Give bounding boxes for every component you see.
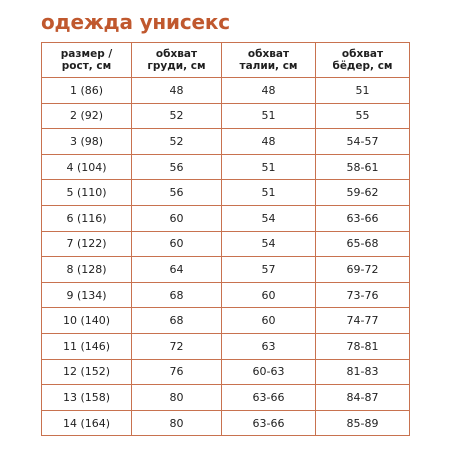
cell-hips: 63-66 (316, 205, 410, 231)
cell-waist: 63 (222, 333, 316, 359)
cell-waist: 51 (222, 154, 316, 180)
cell-chest: 48 (132, 78, 222, 104)
table-body (42, 78, 410, 436)
cell-chest: 60 (132, 205, 222, 231)
cell-chest: 80 (132, 410, 222, 436)
cell-hips: 54-57 (316, 129, 410, 155)
cell-chest: 60 (132, 231, 222, 257)
header-line: рост, см (61, 60, 112, 72)
cell-chest: 56 (132, 154, 222, 180)
cell-size: 14 (164) (42, 410, 132, 436)
cell-size: 1 (86) (42, 78, 132, 104)
header-line: обхват (247, 48, 290, 60)
cell-size: 9 (134) (42, 282, 132, 308)
cell-waist: 60 (222, 308, 316, 334)
cell-chest: 52 (132, 103, 222, 129)
header-chest (132, 43, 222, 78)
cell-waist: 60-63 (222, 359, 316, 385)
header-waist (222, 43, 316, 78)
header-line: бёдер, см (332, 60, 393, 72)
cell-waist: 54 (222, 205, 316, 231)
cell-chest: 68 (132, 308, 222, 334)
cell-waist: 60 (222, 282, 316, 308)
cell-waist: 63-66 (222, 385, 316, 411)
cell-waist: 63-66 (222, 410, 316, 436)
cell-size: 12 (152) (42, 359, 132, 385)
table-row (42, 205, 410, 231)
cell-waist: 54 (222, 231, 316, 257)
table-row (42, 333, 410, 359)
header-line: талии, см (239, 60, 298, 72)
table-row (42, 154, 410, 180)
cell-size: 5 (110) (42, 180, 132, 206)
cell-hips: 78-81 (316, 333, 410, 359)
cell-hips: 81-83 (316, 359, 410, 385)
header-line: размер / (60, 48, 113, 60)
cell-chest: 72 (132, 333, 222, 359)
cell-hips: 84-87 (316, 385, 410, 411)
cell-size: 8 (128) (42, 257, 132, 283)
cell-chest: 68 (132, 282, 222, 308)
header-line: обхват (341, 48, 384, 60)
cell-hips: 74-77 (316, 308, 410, 334)
header-hips (316, 43, 410, 78)
table-row (42, 129, 410, 155)
cell-waist: 51 (222, 180, 316, 206)
table-row (42, 359, 410, 385)
cell-chest: 56 (132, 180, 222, 206)
header-size-height (42, 43, 132, 78)
table-row (42, 282, 410, 308)
table-row (42, 180, 410, 206)
table-row (42, 308, 410, 334)
cell-hips: 55 (316, 103, 410, 129)
cell-hips: 58-61 (316, 154, 410, 180)
cell-size: 7 (122) (42, 231, 132, 257)
table-row (42, 231, 410, 257)
table-row (42, 257, 410, 283)
cell-size: 4 (104) (42, 154, 132, 180)
cell-chest: 80 (132, 385, 222, 411)
header-line: обхват (155, 48, 198, 60)
cell-size: 10 (140) (42, 308, 132, 334)
cell-size: 13 (158) (42, 385, 132, 411)
cell-hips: 65-68 (316, 231, 410, 257)
cell-size: 2 (92) (42, 103, 132, 129)
cell-waist: 51 (222, 103, 316, 129)
cell-size: 6 (116) (42, 205, 132, 231)
cell-waist: 48 (222, 78, 316, 104)
size-chart-table (41, 42, 410, 436)
cell-size: 3 (98) (42, 129, 132, 155)
cell-chest: 64 (132, 257, 222, 283)
table-row (42, 78, 410, 104)
cell-waist: 57 (222, 257, 316, 283)
cell-hips: 59-62 (316, 180, 410, 206)
table-row (42, 385, 410, 411)
cell-waist: 48 (222, 129, 316, 155)
table-header-row (42, 43, 410, 78)
cell-hips: 69-72 (316, 257, 410, 283)
cell-chest: 52 (132, 129, 222, 155)
header-line: груди, см (147, 60, 206, 72)
cell-hips: 73-76 (316, 282, 410, 308)
cell-size: 11 (146) (42, 333, 132, 359)
page-title: одежда унисекс (41, 10, 230, 34)
cell-hips: 85-89 (316, 410, 410, 436)
cell-hips: 51 (316, 78, 410, 104)
table-row (42, 103, 410, 129)
table-row (42, 410, 410, 436)
cell-chest: 76 (132, 359, 222, 385)
